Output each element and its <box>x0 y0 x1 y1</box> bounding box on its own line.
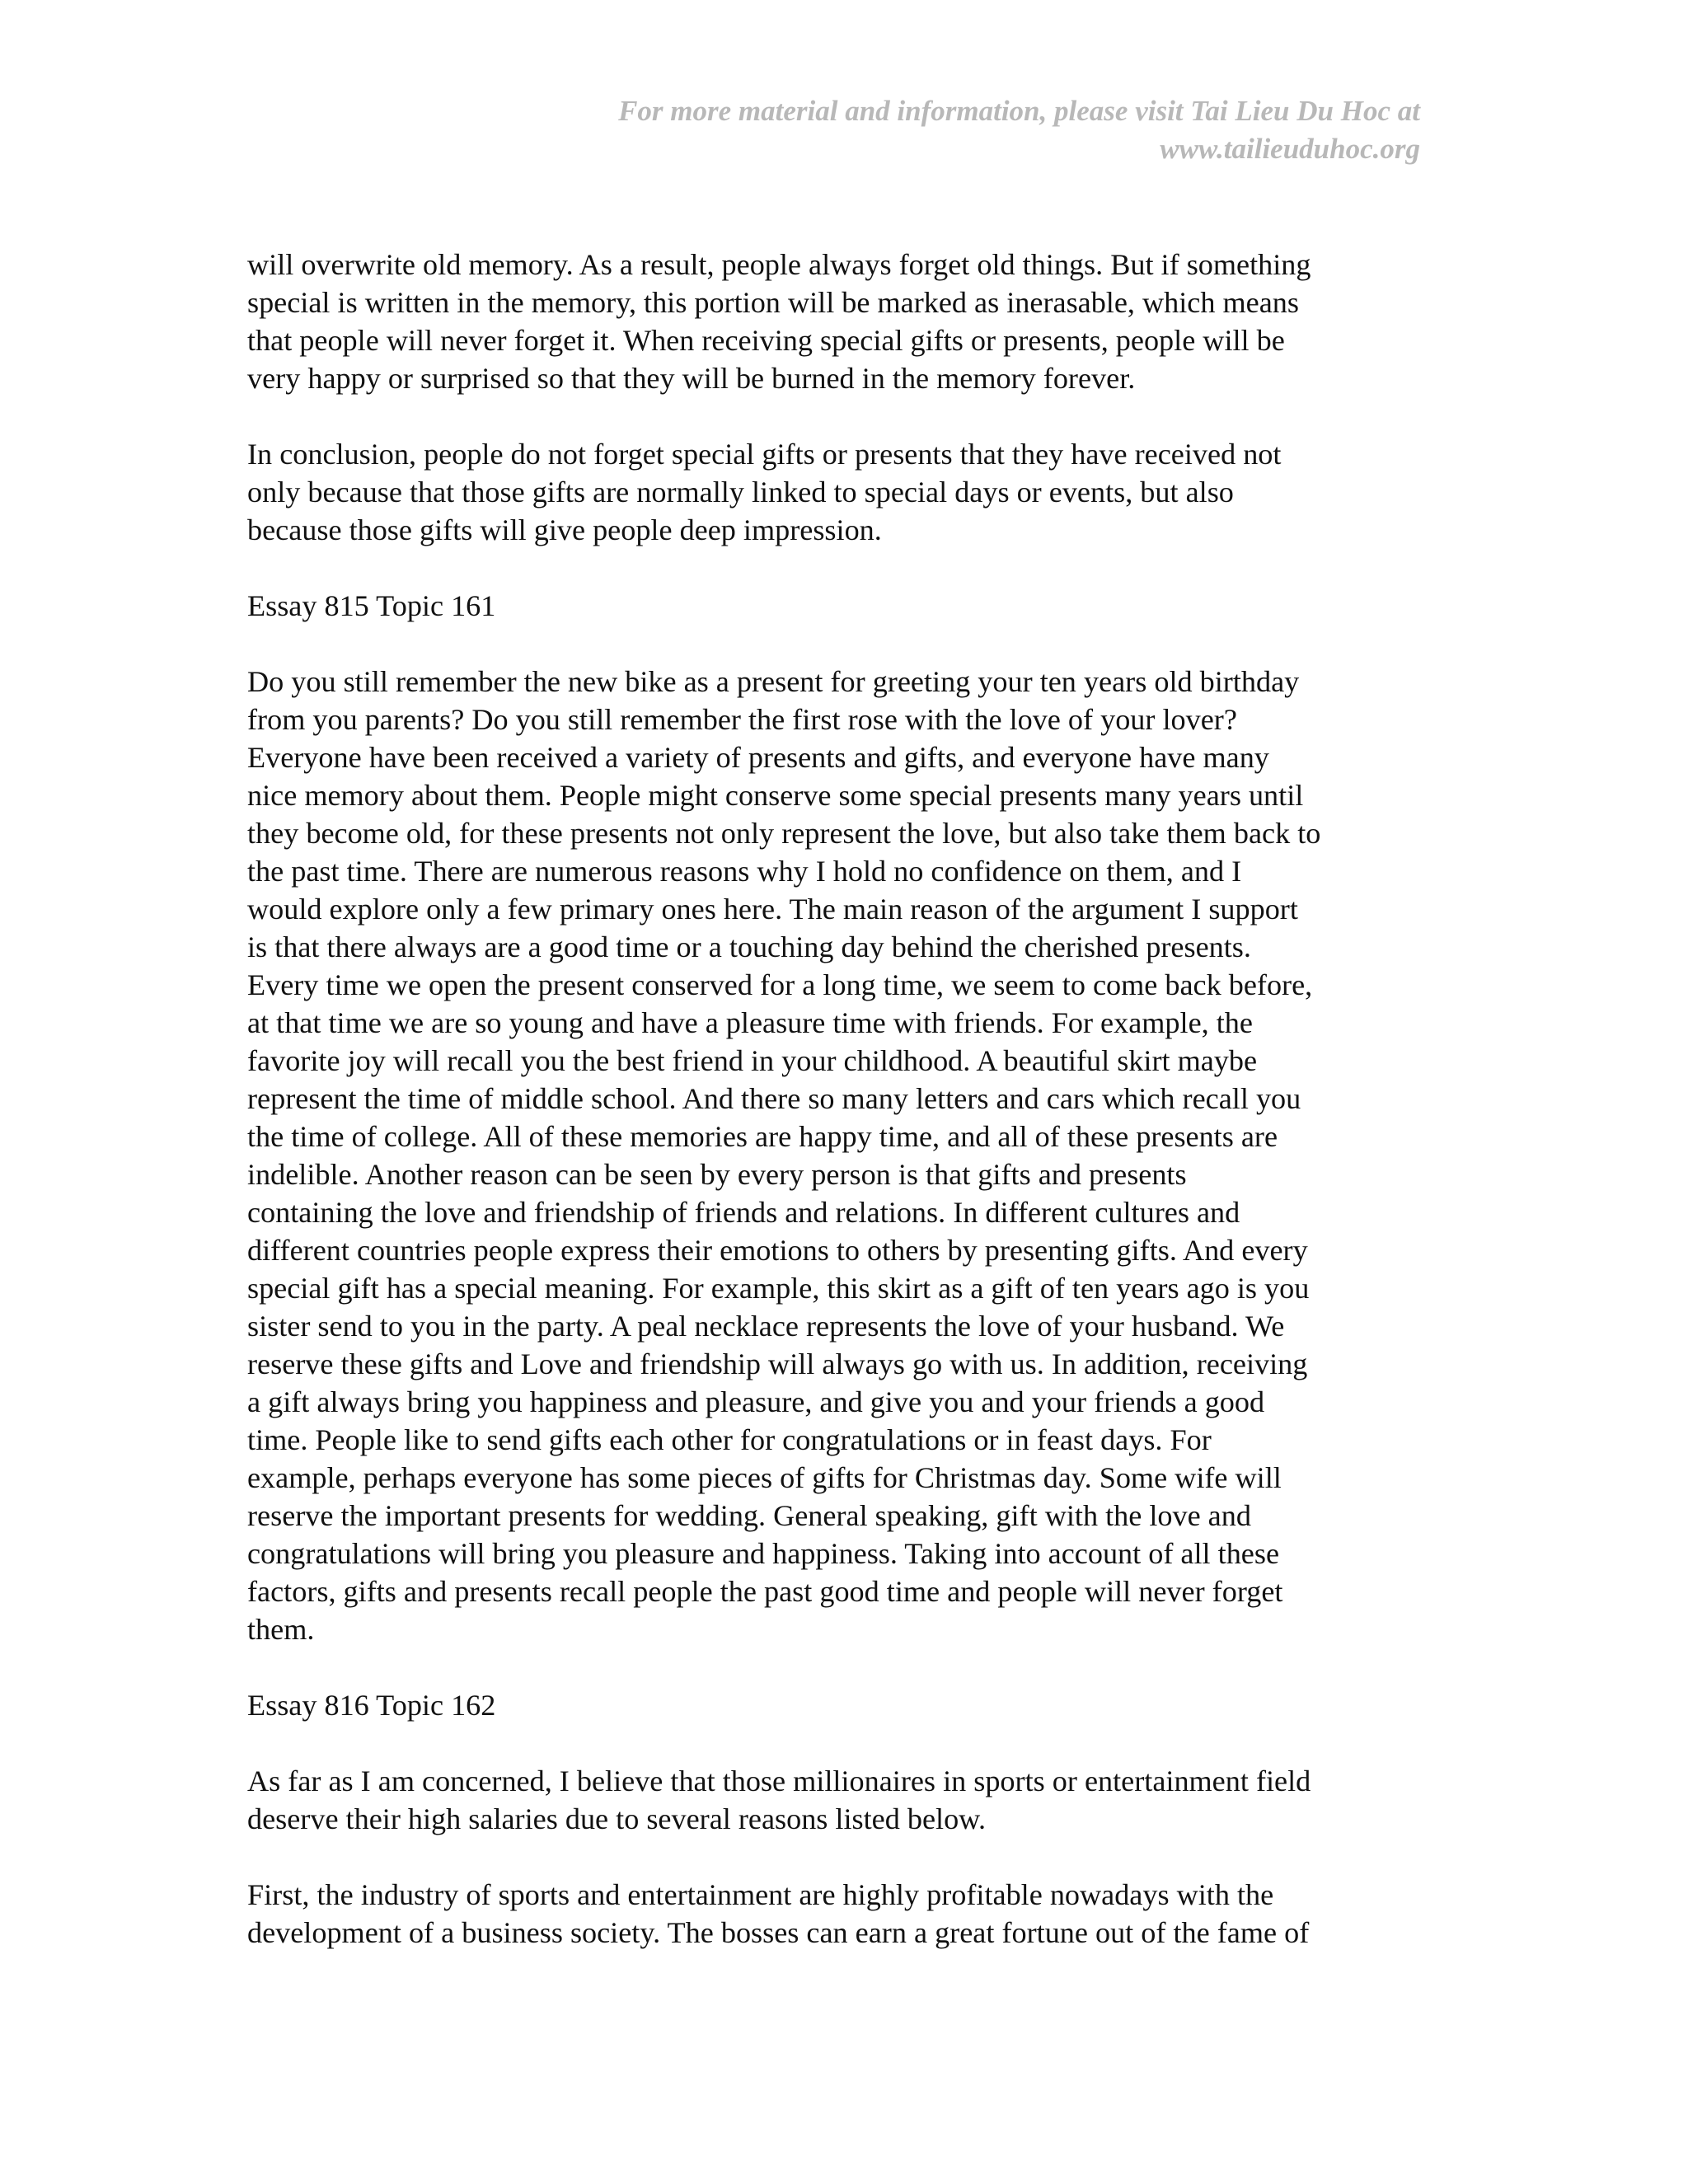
text-line: the time of college. All of these memories are happy time, and all of these presents are <box>247 1120 1278 1153</box>
paragraph-5 <box>247 1876 1438 1952</box>
header-line-1: For more material and information, please visit Tai Lieu Du Hoc at <box>618 95 1420 127</box>
text-line: very happy or surprised so that they will be burned in the memory forever. <box>247 362 1136 395</box>
text-line: nice memory about them. People might conserve some special presents many years until <box>247 779 1304 812</box>
paragraph-3 <box>247 663 1438 1648</box>
text-line: Everyone have been received a variety of presents and gifts, and everyone have many <box>247 741 1269 774</box>
paragraph-4 <box>247 1762 1438 1838</box>
text-line: at that time we are so young and have a pleasure time with friends. For example, the <box>247 1006 1253 1039</box>
text-line: Every time we open the present conserved for a long time, we seem to come back before, <box>247 968 1313 1001</box>
text-line: special gift has a special meaning. For example, this skirt as a gift of ten years ago is you <box>247 1272 1310 1305</box>
text-line: factors, gifts and presents recall people the past good time and people will never forget <box>247 1575 1283 1608</box>
text-line: development of a business society. The bosses can earn a great fortune out of the fame of <box>247 1916 1310 1949</box>
essay-heading-816 <box>247 1686 1438 1724</box>
text-line: they become old, for these presents not only represent the love, but also take them back to <box>247 817 1321 850</box>
text-line: favorite joy will recall you the best friend in your childhood. A beautiful skirt maybe <box>247 1044 1258 1077</box>
text-line: them. <box>247 1613 315 1646</box>
text-line: special is written in the memory, this portion will be marked as inerasable, which means <box>247 286 1299 319</box>
paragraph-gap <box>247 397 1438 435</box>
paragraph-gap <box>247 1838 1438 1876</box>
header-url: www.tailieuduhoc.org <box>1160 133 1420 165</box>
paragraph-gap <box>247 549 1438 587</box>
text-line: time. People like to send gifts each other for congratulations or in feast days. For <box>247 1423 1212 1456</box>
text-line: In conclusion, people do not forget special gifts or presents that they have received not <box>247 438 1282 471</box>
text-line: will overwrite old memory. As a result, people always forget old things. But if something <box>247 248 1311 281</box>
paragraph-2 <box>247 435 1438 549</box>
paragraph-gap <box>247 1648 1438 1686</box>
text-line: would explore only a few primary ones here. The main reason of the argument I support <box>247 893 1298 926</box>
paragraph-1 <box>247 246 1438 397</box>
text-line: As far as I am concerned, I believe that those millionaires in sports or entertainment field <box>247 1765 1311 1797</box>
heading-text: Essay 815 Topic 161 <box>247 589 496 622</box>
heading-text: Essay 816 Topic 162 <box>247 1689 496 1722</box>
text-line: example, perhaps everyone has some pieces of gifts for Christmas day. Some wife will <box>247 1461 1282 1494</box>
text-line: reserve the important presents for wedding. General speaking, gift with the love and <box>247 1499 1251 1532</box>
text-line: deserve their high salaries due to several reasons listed below. <box>247 1802 987 1835</box>
essay-heading-815 <box>247 587 1438 625</box>
text-line: First, the industry of sports and entertainment are highly profitable nowadays with the <box>247 1878 1274 1911</box>
paragraph-gap <box>247 625 1438 663</box>
text-line: represent the time of middle school. And there so many letters and cars which recall you <box>247 1082 1301 1115</box>
page-header <box>513 92 1420 168</box>
text-line: Do you still remember the new bike as a present for greeting your ten years old birthday <box>247 665 1300 698</box>
text-line: indelible. Another reason can be seen by every person is that gifts and presents <box>247 1158 1187 1191</box>
text-line: the past time. There are numerous reasons why I hold no confidence on them, and I <box>247 855 1242 888</box>
text-line: from you parents? Do you still remember the first rose with the love of your lover? <box>247 703 1237 736</box>
text-line: containing the love and friendship of friends and relations. In different cultures and <box>247 1196 1240 1229</box>
text-line: reserve these gifts and Love and friendship will always go with us. In addition, receiving <box>247 1347 1308 1380</box>
text-line: because those gifts will give people deep impression. <box>247 513 882 546</box>
text-line: different countries people express their emotions to others by presenting gifts. And every <box>247 1234 1308 1267</box>
document-body <box>247 246 1438 1952</box>
text-line: is that there always are a good time or a touching day behind the cherished presents. <box>247 930 1251 963</box>
text-line: sister send to you in the party. A peal necklace represents the love of your husband. We <box>247 1310 1285 1343</box>
paragraph-gap <box>247 1724 1438 1762</box>
text-line: a gift always bring you happiness and pleasure, and give you and your friends a good <box>247 1385 1265 1418</box>
text-line: congratulations will bring you pleasure and happiness. Taking into account of all these <box>247 1537 1280 1570</box>
text-line: that people will never forget it. When receiving special gifts or presents, people will be <box>247 324 1285 357</box>
text-line: only because that those gifts are normally linked to special days or events, but also <box>247 476 1234 509</box>
